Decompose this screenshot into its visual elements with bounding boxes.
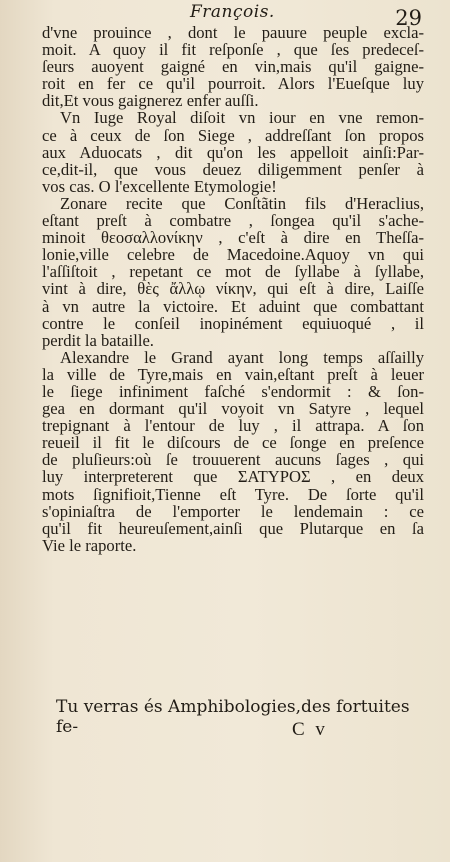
text-line: contre le conſeil inopinément equiuoqué , il (42, 313, 424, 333)
text-line: vos cas. O l'excellente Etymologie! (42, 176, 277, 196)
text-line: ce à ceux de ſon Siege , addreſſant ſon propos (42, 125, 424, 145)
text-line: perdit la bataille. (42, 330, 154, 350)
text-line: roit en fer ce qu'il pourroit. Alors l'Eueſque luy (42, 74, 424, 94)
text-line: trepignant à l'entour de luy , il attrapa. A ſon (42, 416, 424, 436)
text-line: ſeurs auoyent gaigné en vin,mais qu'il gaigne- (42, 57, 424, 77)
text-line: qu'il fit heureuſement,ainſi que Plutarque en ſa (42, 518, 424, 538)
text-line: minoit θεοσαλλονίκην , c'eſt à dire en Theſſa- (42, 228, 424, 248)
text-line: de pluſieurs:où ſe trouuerent aucuns ſages , qui (42, 450, 424, 470)
catchwords-line: Tu verras és Amphibologies,des fortuites fe- (56, 697, 410, 737)
text-line: luy interpreterent que ΣΑΤΥΡΟΣ , en deux (42, 467, 424, 487)
signature-mark: C v (292, 719, 328, 740)
text-line: mots ſignifioit,Tienne eſt Tyre. De ſorte qu'il (42, 484, 424, 504)
text-line: Alexandre le Grand ayant long temps aſſailly (60, 347, 424, 367)
text-line: reueil il fit le diſcours de ce ſonge en preſence (42, 433, 424, 453)
text-line: le ſiege infiniment faſché s'endormit : & ſon- (42, 381, 424, 401)
paragraph-1 (42, 24, 424, 109)
text-line: Vie le raporte. (42, 535, 137, 555)
text-line: Zonare recite que Conſtãtin fils d'Heraclius, (60, 193, 424, 213)
text-line: s'opiniaſtra de l'emporter le lendemain : ce (42, 501, 424, 521)
text-line: d'vne prouince , dont le pauure peuple excla- (42, 23, 424, 42)
paragraph-3 (42, 195, 424, 349)
text-line: eſtant preſt à combatre , ſongea qu'il s'ache- (42, 211, 424, 231)
text-line: aux Aduocats , dit qu'on les appelloit ainſi:Par- (42, 142, 424, 162)
text-line: Vn Iuge Royal diſoit vn iour en vne remon- (60, 108, 424, 128)
page-number: 29 (395, 6, 422, 30)
body-text (42, 24, 424, 554)
text-line: lonie,ville celebre de Macedoine.Aquoy vn qui (42, 245, 424, 265)
text-line: la ville de Tyre,mais en vain,eſtant preſt à leuer (42, 364, 424, 384)
text-line: moit. A quoy il fit reſponſe , que ſes predeceſ- (42, 40, 424, 60)
text-line: gea en dormant qu'il voyoit vn Satyre , lequel (42, 399, 424, 419)
text-line: ce,dit-il, que vous deuez diligemment penſer à (42, 159, 424, 179)
text-line: vint à dire, θὲς ἄλλῳ νίκην, qui eſt à dire, Laiſſe (42, 279, 424, 299)
running-head: François. (190, 2, 275, 22)
paragraph-2 (42, 109, 424, 194)
text-line: à vn autre la victoire. Et aduint que combattant (42, 296, 424, 316)
text-line: l'aſſiſtoit , repetant ce mot de ſyllabe à ſyllabe, (42, 262, 424, 282)
text-line: dit,Et vous gaignerez enfer auſſi. (42, 91, 259, 111)
paragraph-4 (42, 349, 424, 554)
